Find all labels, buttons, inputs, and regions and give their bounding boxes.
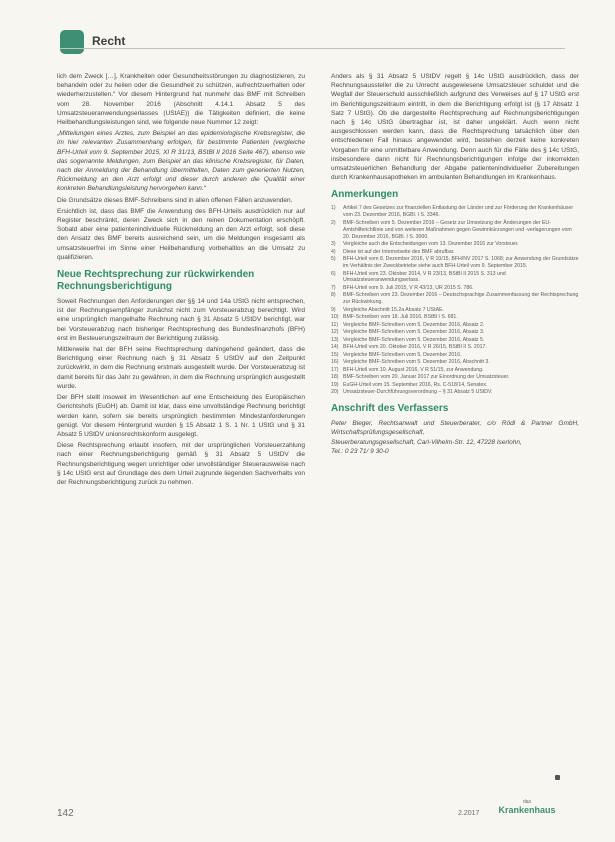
- footnote-item: [331, 352, 579, 359]
- footnote-item: [331, 374, 579, 381]
- footnote-item: [331, 382, 579, 389]
- footnote-text: Vergleiche BMF-Schreiben vom 5. Dezember 2016, Absatz 3.: [343, 329, 485, 336]
- author-line: Peter Bieger, Rechtsanwalt und Steuerberater, c/o Rödl & Partner GmbH, Wirtschaftsprüfungsgesellschaft,: [331, 420, 579, 437]
- footnote-item: [331, 344, 579, 351]
- footnote-item: [331, 322, 579, 329]
- author-line: Steuerberatungsgesellschaft, Carl-Vilhelm-Str. 12, 47228 Iserlohn,: [331, 438, 522, 446]
- footnote-item: [331, 285, 579, 292]
- footnote-number: 2): [331, 219, 336, 226]
- footnote-text: BMF-Schreiben vom 5. Dezember 2016 – Gesetz zur Umsetzung der Änderungen der EU-Amtshilferichtlinie und von weiteren Maßnahmen gegen Gewinnkürzungen und -verlagerungen vom 20. Dezember 2016, BGBl. I S. 3000.: [343, 219, 572, 240]
- footnote-text: BFH-Urteil vom 20. Oktober 2016, V R 26/15, BStBl II S. 2017.: [343, 344, 487, 351]
- footnote-item: [331, 241, 579, 248]
- footnote-text: Umsatzsteuer-Durchführungsverordnung – § 31 Absatz 5 UStDV.: [343, 389, 493, 396]
- journal-logo-small: das: [522, 799, 532, 805]
- page-number: 142: [57, 808, 74, 819]
- paragraph: Mittlerweile hat der BFH seine Rechtsprechung dahingehend geändert, dass die Berichtigung einer Rechnung nach § 31 Absatz 5 UStDV auf den Zeitpunkt zurückwirkt, in dem die Rechnung erstmals ausgestellt wurde. Der Vorsteuerabzug ist damit bereits für das Jahr zu gewähren, in dem die Rechnung ursprünglich ausgestellt wurde.: [57, 346, 305, 390]
- section-label: Recht: [92, 34, 126, 48]
- author-line: Tel.: 0 23 71/ 9 30-0: [331, 447, 389, 455]
- journal-logo: [497, 799, 557, 821]
- footnote-text: BFH-Urteil vom 9. Juli 2015, V R 43/13, UR 2015 S. 786.: [343, 284, 474, 291]
- footnote-item: [331, 220, 579, 241]
- header-divider: [60, 48, 565, 49]
- footnote-number: 16): [331, 359, 339, 366]
- footnote-text: EuGH-Urteil vom 15. September 2016, Rs. C-518/14, Senatex.: [343, 381, 488, 388]
- footnote-item: [331, 337, 579, 344]
- journal-logo-title: Krankenhaus: [498, 805, 556, 815]
- footnote-item: [331, 314, 579, 321]
- footnote-item: [331, 205, 579, 219]
- footnote-number: 18): [331, 374, 339, 381]
- footnote-number: 14): [331, 344, 339, 351]
- notes-heading: Anmerkungen: [331, 189, 399, 201]
- paragraph: Anders als § 31 Absatz 5 UStDV regelt § 14c UStG ausdrücklich, dass der Rechnungsaussteller die zu Unrecht ausgewiesene Umsatzsteuer schuldet und die Wegfall der Steuerschuld ausschließlich aufgrund des Verweises auf § 17 UStG erst im Berichtigungszeitraum eintritt, in dem die Berichtigung erfolgt ist (§ 17 Absatz 1 Satz 7 UStG). Ob die dargestellte Rechtsprechung auf Rechnungsberichtigungen nach § 14c UStG übertragbar ist, ist daher ungeklärt. Auch wenn nicht ausgeschlossen werden kann, dass die Rechtsprechung tatsächlich über den entschiedenen Fall hinaus angewendet wird, bestehen derzeit keine konkreten Vorgaben für eine unmittelbare Anwendung. Denn auch für die Fälle des § 14c UStG, insbesondere dann nicht für Rechnungsberichtigungen infolge der inkorrekten umsatzsteuerlichen Behandlung der Abgabe patientenindividueller Zubereitungen durch Krankenhausapotheken im ambulanten Behandlungen im Krankenhaus.: [331, 73, 579, 182]
- author-heading: Anschrift des Verfassers: [331, 403, 449, 415]
- footnote-number: 1): [331, 205, 336, 212]
- footnote-text: Artikel 7 des Gesetzes zur finanziellen Entlastung der Länder und zur Förderung der Krankenhäuser vom 23. Dezember 2016, BGBl. I S. 3346.: [343, 205, 574, 219]
- footnote-text: BFH-Urteil vom 23. Oktober 2014, V R 23/13, BStBl II 2015 S. 313 und Umsatzsteueranwendungserlass.: [343, 270, 506, 284]
- footnote-number: 11): [331, 321, 339, 328]
- footnote-number: 20): [331, 389, 339, 396]
- end-of-article-marker: [555, 775, 560, 780]
- notes-list: [331, 205, 579, 396]
- section-color-badge: [60, 30, 84, 54]
- paragraph: Soweit Rechnungen den Anforderungen der §§ 14 und 14a UStG nicht entsprechen, ist der Rechnungsempfänger zunächst nicht zum Vorsteuerabzug berechtigt. Wird eine ursprünglich mangelhafte Rechnung nach § 31 Absatz 5 UStDV berichtigt, war bei Vorsteuerabzug nach bisheriger Rechtsprechung des Bundesfinanzhofs (BFH) erst im Besteuerungszeitraum der Berichtigung zulässig.: [57, 298, 305, 342]
- footnote-number: 8): [331, 292, 336, 299]
- paragraph: Ersichtlich ist, dass das BMF die Anwendung des BFH-Urteils ausdrücklich nur auf Register beschränkt, deren Zweck sich in den reinen Dokumentation erschöpft. Sobald aber eine patientenindividuelle Rückmeldung an den Arzt erfolgt, soll diese den Ansatz des BMF bereits ausreichend sein, um die Meldungen insgesamt als umsatzsteuerfrei im Sinne einer Heilbehandlung vorbehaltlos an die Umsatz zu qualifizieren.: [57, 207, 305, 261]
- footnote-number: 13): [331, 336, 339, 343]
- footnote-text: BMF-Schreiben vom 20. Januar 2017 zur Einordnung der Umsatzsteuer.: [343, 374, 510, 381]
- footnote-number: 15): [331, 351, 339, 358]
- footnote-number: 9): [331, 306, 336, 313]
- paragraph: „Mitteilungen eines Arztes, zum Beispiel an das epidemiologische Krebsregister, die im hier relevanten Zusammenhang erfolgen, für bestimmte Patienten (vergleiche BFH-Urteil vom 9. September 2015, XI R 31/13, BStBl II 2016 Seite 467), ebenso wie das sogenannte Meldungen, zum Beispiel an das klinische Krebsregister, für Daten, nach der Anmeldung der Behandlung übermittelten, Daten zum generierten Nutzen, Rückmeldung an den Arzt erfolgt und dieser durch anderen die Qualität einer konkreten Behandlungsleistung hervorgehen kann.“: [57, 130, 305, 193]
- left-paragraphs-2: [57, 297, 305, 487]
- footnote-item: [331, 249, 579, 256]
- footnote-item: [331, 256, 579, 270]
- footnote-text: Diese ist auf der Internetseite des BMF abrufbar.: [343, 248, 455, 255]
- footnote-text: BFH-Urteil vom 8. Dezember 2016, V R 10/15, BFH/NV 2017 S. 1068; zur Anwendung der Grundsätze im Verhältnis der Zweckbetriebe siehe auch BFH-Urteil vom 9. September 2015.: [343, 256, 579, 270]
- footnote-text: Vergleiche BMF-Schreiben vom 5. Dezember 2016, Absatz 5.: [343, 336, 485, 343]
- footnote-number: 12): [331, 329, 339, 336]
- footnote-number: 7): [331, 284, 336, 291]
- footnote-text: Vergleiche BMF-Schreiben vom 5. Dezember 2016.: [343, 351, 462, 358]
- left-paragraphs: [57, 72, 305, 262]
- left-column: [57, 72, 305, 489]
- footnote-item: [331, 271, 579, 285]
- paragraph: lich dem Zweck […], Krankheiten oder Gesundheitsstörungen zu diagnostizieren, zu behandeln oder zu heilen oder die Gesundheit zu schützen, aufrechtzuerhalten oder wiederherzustellen.“ Vor diesem Hintergrund hat nunmehr das BMF mit Schreiben vom 28. November 2016 (Abschnitt 4.14.1 Absatz 5 des Umsatzsteueranwendungserlasses (UStAE)) die Tätigkeiten definiert, die keine Heilbehandlungsleistungen sind, wie folgende neue Nummer 12 zeigt:: [57, 73, 305, 127]
- footnote-item: [331, 307, 579, 314]
- section-heading: Neue Rechtsprechung zur rückwirkenden Rechnungsberichtigung: [57, 269, 255, 293]
- footnote-text: BFH-Urteil vom 10. August 2016, V R 51/15, zur Anwendung.: [343, 366, 484, 373]
- footnote-text: Vergleiche Abschnitt 15.2a Absatz 7 UStAE.: [343, 306, 444, 313]
- footnote-number: 19): [331, 381, 339, 388]
- footnote-item: [331, 359, 579, 366]
- footnote-number: 3): [331, 241, 336, 248]
- footnote-text: BMF-Schreiben vom 23. Dezember 2016 – Deutschsprachige Zusammenfassung der Rechtsprechung zur Rückwirkung.: [343, 292, 579, 306]
- footnote-text: Vergleiche BMF-Schreiben vom 5. Dezember 2016, Absatz 2.: [343, 321, 485, 328]
- paragraph: Diese Rechtsprechung erlaubt insofern, mit der ursprünglichen Vorsteuerzahlung nach einer Rechnungsberichtigung gemäß § 31 Absatz 5 UStDV die Rechnungsberichtigung wegen unrichtiger oder unvollständiger Steuerausweise nach § 14c UStG erst auf Grundlage des dem Urteil zugrunde liegenden Sachverhalts von der Rechnungsberichtigung zurück zu nehmen.: [57, 442, 305, 486]
- paragraph: Die Grundsätze dieses BMF-Schreibens sind in allen offenen Fällen anzuwenden.: [57, 196, 293, 204]
- footnote-text: BMF-Schreiben vom 18. Juli 2016, BStBl I S. 681.: [343, 314, 458, 321]
- footnote-number: 6): [331, 270, 336, 277]
- footnote-number: 4): [331, 248, 336, 255]
- issue-number: 2.2017: [458, 810, 480, 817]
- footnote-number: 10): [331, 314, 339, 321]
- footnote-item: [331, 292, 579, 306]
- footnote-text: Vergleiche BMF-Schreiben vom 5. Dezember 2016, Abschnitt 3.: [343, 359, 490, 366]
- right-column: [331, 72, 579, 456]
- paragraph: Der BFH stellt insoweit im Wesentlichen auf eine Entscheidung des Europäischen Gerichtshofs (EuGH) ab. Damit ist klar, dass eine unvollständige Rechnung berichtigt werden kann, sofern sie bereits ursprünglich bestimmten Mindestanforderungen genügt. Vor diesem Hintergrund wurden § 15 Absatz 1 S. 1 Nr. 1 UStG und § 31 Absatz 5 UStDV unionsrechtskonform ausgelegt.: [57, 394, 305, 438]
- footnote-text: Vergleiche auch die Entscheidungen vom 13. Dezember 2016 zur Vorsteuer.: [343, 241, 519, 248]
- footnote-item: [331, 389, 579, 396]
- footnote-item: [331, 329, 579, 336]
- footnote-item: [331, 367, 579, 374]
- right-paragraphs: [331, 72, 579, 182]
- author-address: [331, 419, 579, 456]
- footnote-number: 5): [331, 256, 336, 263]
- footnote-number: 17): [331, 366, 339, 373]
